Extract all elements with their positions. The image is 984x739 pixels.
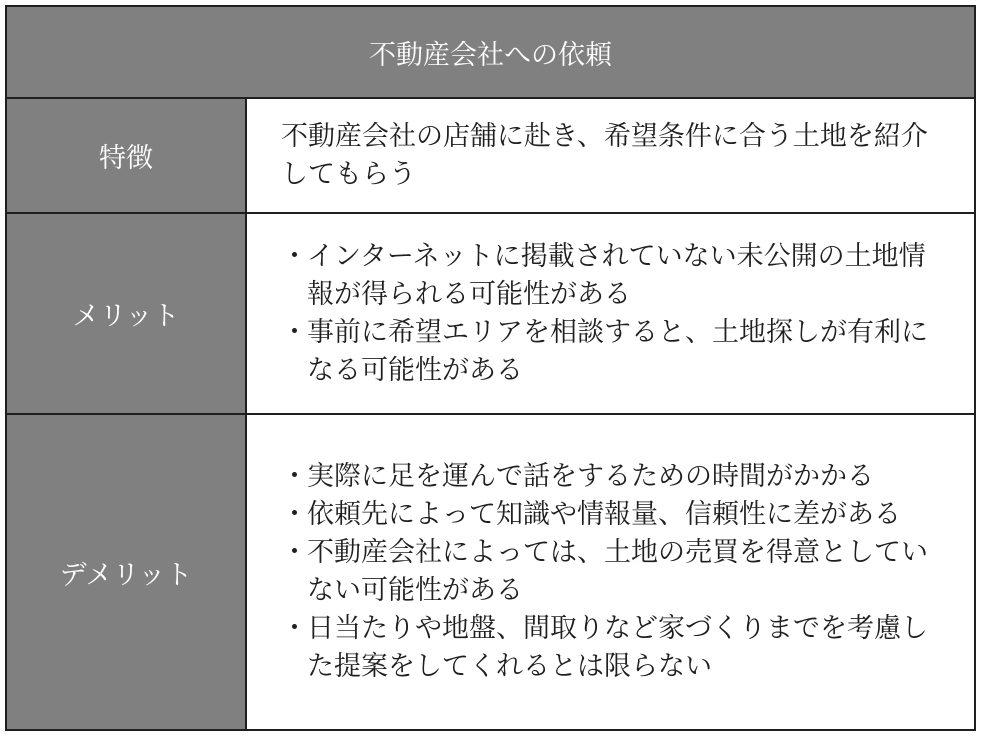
row-content-merits [247, 214, 974, 413]
demerit-text: 実際に足を運んで話をするための時間がかかる [307, 461, 874, 492]
merit-text: 事前に希望エリアを相談すると、土地探しが有利になる可能性がある [307, 316, 928, 386]
table-row-features [7, 99, 974, 214]
row-label-demerits: デメリット [7, 415, 247, 729]
row-label-features: 特徴 [7, 99, 247, 212]
demerit-text: 依頼先によって知識や情報量、信頼性に差がある [307, 499, 901, 530]
demerit-item [281, 496, 944, 534]
bullet-mark: ・ [281, 240, 308, 272]
comparison-table [5, 5, 976, 731]
table-row-merits [7, 214, 974, 415]
table-row-demerits [7, 415, 974, 729]
demerit-text: 日当たりや地盤、間取りなど家づくりまでを考慮した提案をしてくれるとは限らない [307, 613, 928, 682]
merit-text: インターネットに掲載されていない未公開の土地情報が得られる可能性がある [307, 240, 926, 310]
demerit-item [281, 610, 944, 686]
features-text: 不動産会社の店舗に赴き、希望条件に合う土地を紹介してもらう [281, 120, 928, 190]
bullet-mark: ・ [281, 537, 308, 568]
demerit-text: 不動産会社によっては、土地の売買を得意としていない可能性がある [307, 537, 928, 606]
bullet-mark: ・ [281, 499, 308, 530]
demerit-item [281, 458, 944, 496]
merit-item [281, 314, 944, 390]
bullet-mark: ・ [281, 613, 308, 644]
bullet-mark: ・ [281, 316, 308, 348]
demerit-item [281, 534, 944, 610]
table-title: 不動産会社への依頼 [7, 7, 974, 99]
row-label-merits: メリット [7, 214, 247, 413]
row-content-demerits [247, 415, 974, 729]
bullet-mark: ・ [281, 461, 308, 492]
merit-item [281, 238, 944, 314]
row-content-features [247, 99, 974, 212]
